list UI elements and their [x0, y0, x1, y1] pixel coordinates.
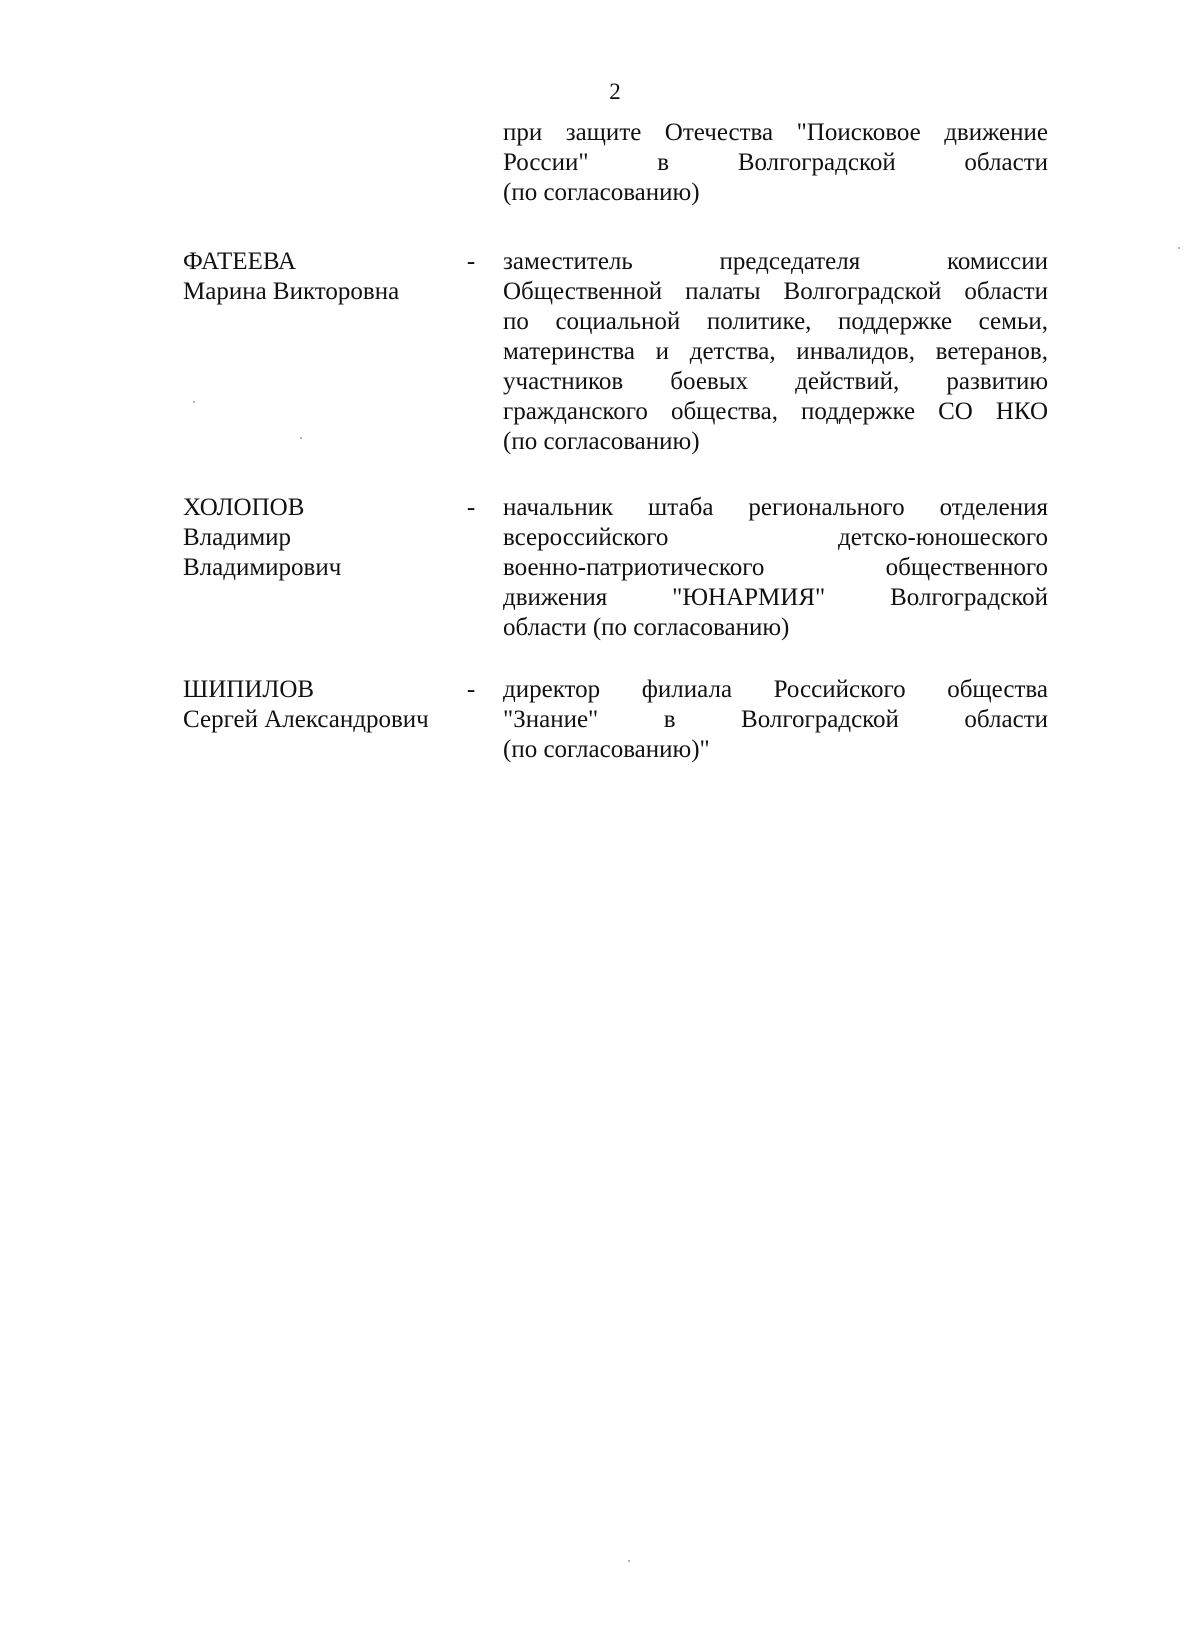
description-line: "Знание" в Волгоградской области: [503, 706, 1048, 733]
description-line: заместитель председателя комиссии: [503, 248, 1048, 275]
description-line: при защите Отечества "Поисковое движение: [503, 119, 1048, 146]
scan-speck: [628, 1560, 630, 1562]
description-line: (по согласованию)": [503, 736, 710, 763]
dash-separator: -: [466, 676, 476, 703]
description-line: (по согласованию): [503, 428, 700, 455]
dash-separator: -: [466, 248, 476, 275]
dash-separator: -: [466, 494, 476, 521]
member-given-names: Марина Викторовна: [183, 278, 400, 305]
description-line: директор филиала Российского общества: [503, 676, 1048, 703]
member-surname: ХОЛОПОВ: [183, 494, 305, 521]
member-name: [183, 675, 463, 735]
description-line: (по согласованию): [503, 179, 700, 206]
member-position: [503, 247, 1048, 457]
member-given-names: Владимирович: [183, 554, 342, 581]
member-name: [183, 247, 463, 307]
description-line: военно-патриотического общественного: [503, 554, 1048, 581]
description-line: материнства и детства, инвалидов, ветеранов,: [503, 338, 1048, 365]
description-line: гражданского общества, поддержке СО НКО: [503, 398, 1048, 425]
page-number: 2: [609, 79, 621, 104]
description-line: движения "ЮНАРМИЯ" Волгоградской: [503, 584, 1048, 611]
member-position: [503, 493, 1048, 643]
description-line: по социальной политике, поддержке семьи,: [503, 308, 1048, 335]
scan-speck: [193, 401, 195, 403]
scan-speck: [1178, 247, 1180, 249]
member-given-names: Владимир: [183, 524, 292, 551]
description-line: области (по согласованию): [503, 614, 790, 641]
member-surname: ШИПИЛОВ: [183, 676, 315, 703]
continued-description: [503, 118, 1048, 208]
description-line: участников боевых действий, развитию: [503, 368, 1048, 395]
member-surname: ФАТЕЕВА: [183, 248, 297, 275]
description-line: Общественной палаты Волгоградской области: [503, 278, 1048, 305]
description-line: России" в Волгоградской области: [503, 149, 1048, 176]
description-line: начальник штаба регионального отделения: [503, 494, 1048, 521]
description-line: всероссийского детско-юношеского: [503, 524, 1048, 551]
member-given-names: Сергей Александрович: [183, 706, 429, 733]
scan-speck: [300, 437, 302, 439]
member-name: [183, 493, 463, 583]
member-position: [503, 675, 1048, 765]
